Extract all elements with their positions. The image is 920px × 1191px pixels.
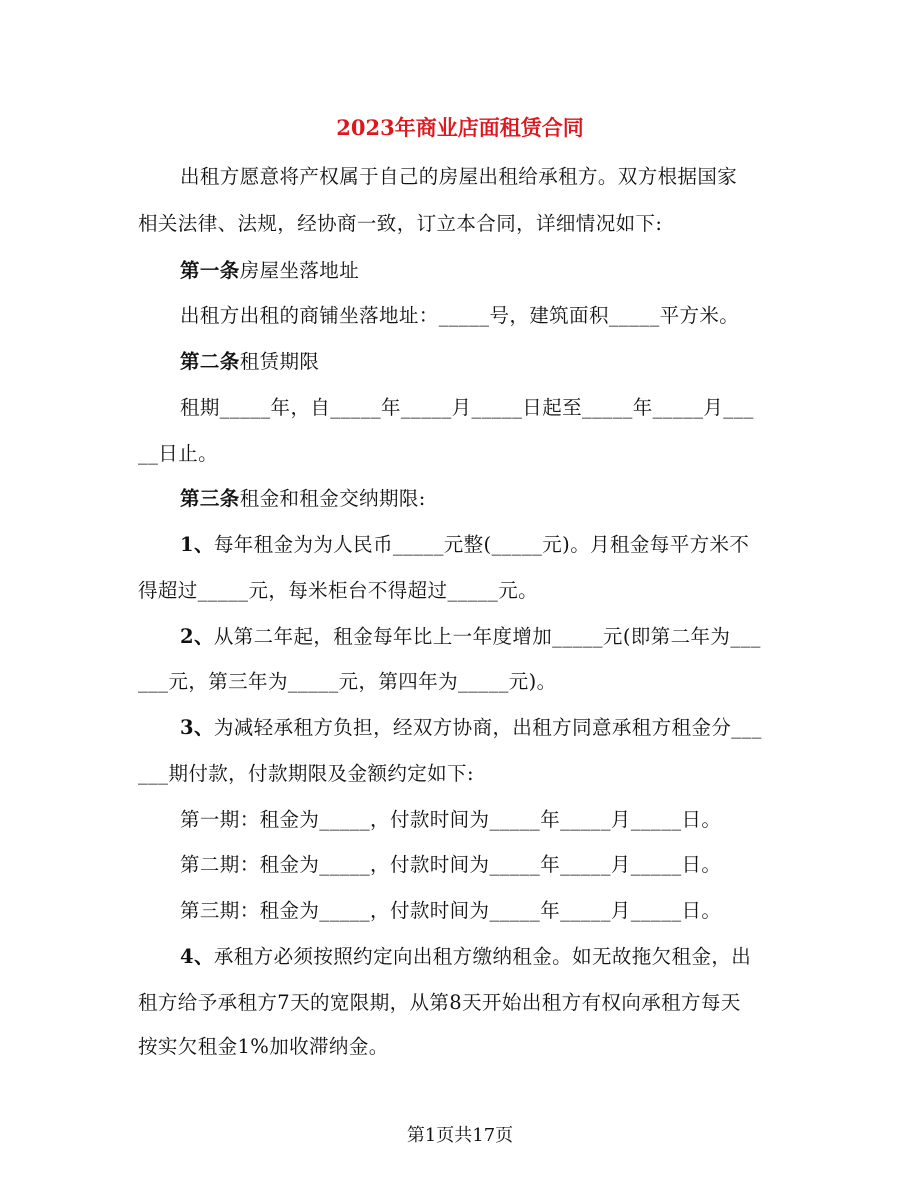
paragraph-line: 出租方出租的商铺坐落地址：_____号，建筑面积_____平方米。 [180,304,740,327]
payment-line: 第三期：租金为_____，付款时间为_____年_____月_____日。 [180,899,722,922]
paragraph-line: 租方给予承租方7天的宽限期，从第8天开始出租方有权向承租方每天 [138,991,741,1014]
numbered-item: 1、每年租金为为人民币_____元整(_____元)。月租金每平方米不 [180,533,750,556]
article-heading: 第二条租赁期限 [180,350,320,373]
paragraph-line: 得超过_____元，每米柜台不得超过_____元。 [138,579,539,602]
paragraph-line: ___期付款，付款期限及金额约定如下: [138,762,474,785]
numbered-item: 3、为减轻承租方负担，经双方协商，出租方同意承租方租金分___ [180,716,762,739]
document-title: 2023年商业店面租赁合同 [336,115,584,140]
article-heading: 第一条房屋坐落地址 [180,259,360,282]
paragraph-line: 租期_____年，自_____年_____月_____日起至_____年_____月___ [180,396,754,419]
paragraph-line: ___元，第三年为_____元，第四年为_____元)。 [138,670,557,693]
article-heading: 第三条租金和租金交纳期限: [180,487,426,510]
payment-line: 第二期：租金为_____，付款时间为_____年_____月_____日。 [180,853,722,876]
payment-line: 第一期：租金为_____，付款时间为_____年_____月_____日。 [180,808,722,831]
numbered-item: 2、从第二年起，租金每年比上一年度增加_____元(即第二年为___ [180,625,761,648]
page-number-footer: 第1页共17页 [406,1125,514,1146]
paragraph-line: __日止。 [138,442,219,465]
paragraph-line: 按实欠租金1%加收滞纳金。 [138,1035,389,1058]
numbered-item: 4、承租方必须按照约定向出租方缴纳租金。如无故拖欠租金，出 [180,945,752,968]
paragraph-line: 相关法律、法规，经协商一致，订立本合同，详细情况如下: [138,212,663,235]
paragraph-line: 出租方愿意将产权属于自己的房屋出租给承租方。双方根据国家 [180,165,738,188]
